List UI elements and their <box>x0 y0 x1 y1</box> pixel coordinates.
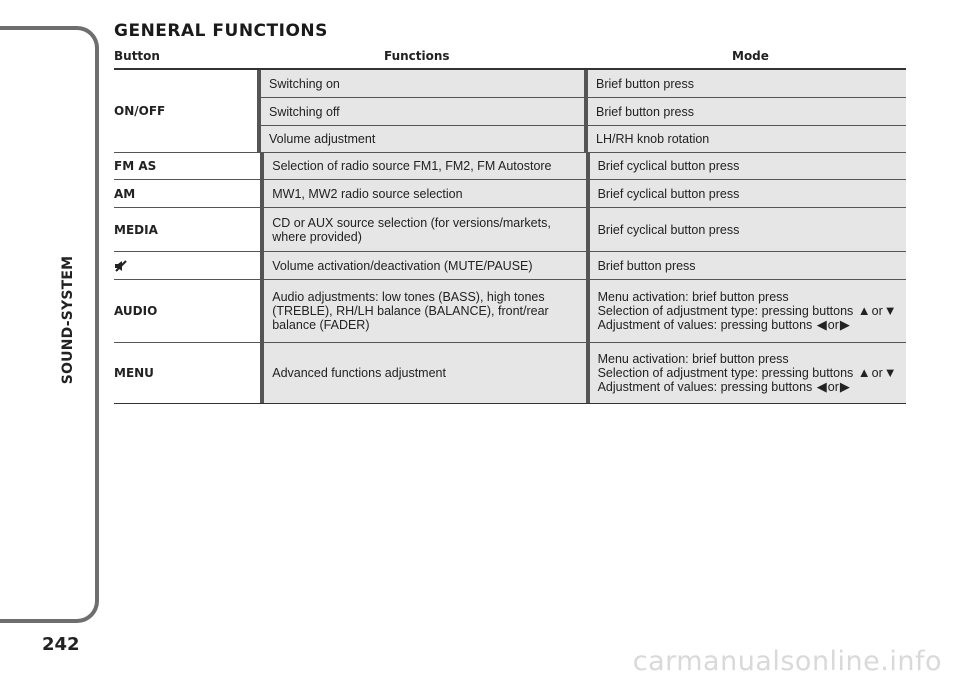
button-name-menu: MENU <box>114 366 154 380</box>
mode-audio-line2: Selection of adjustment type: pressing buttons ▲or▼ <box>597 303 897 318</box>
table-row-on-off <box>114 70 906 153</box>
table-row-am <box>114 180 906 208</box>
arrow-right-icon: ▶ <box>839 317 850 332</box>
mode-fm-as: Brief cyclical button press <box>590 153 906 179</box>
mode-menu-line3: Adjustment of values: pressing buttons ◀or▶ <box>597 379 850 394</box>
mode-switching-off: Brief button press <box>588 98 906 125</box>
functions-table <box>114 44 906 404</box>
button-name-audio: AUDIO <box>114 304 158 318</box>
arrow-up-icon: ▲ <box>857 365 871 380</box>
function-switching-on: Switching on <box>261 70 584 97</box>
mute-speaker-icon <box>114 259 128 273</box>
mode-mute: Brief button press <box>590 252 906 279</box>
side-section-label: SOUND-SYSTEM <box>60 255 76 385</box>
mode-menu <box>590 343 906 403</box>
mode-am: Brief cyclical button press <box>590 180 906 207</box>
mode-volume-adjustment: LH/RH knob rotation <box>588 126 906 152</box>
arrow-up-icon: ▲ <box>857 303 871 318</box>
button-name-fm-as: FM AS <box>114 159 157 173</box>
function-mute: Volume activation/deactivation (MUTE/PAUSE) <box>264 252 585 279</box>
arrow-down-icon: ▼ <box>883 303 897 318</box>
arrow-left-icon: ◀ <box>816 379 827 394</box>
mode-menu-line2: Selection of adjustment type: pressing buttons ▲or▼ <box>597 365 897 380</box>
mode-audio <box>590 280 906 342</box>
table-row-menu <box>114 343 906 404</box>
button-mute <box>114 252 260 279</box>
button-name-am: AM <box>114 186 136 201</box>
function-menu: Advanced functions adjustment <box>264 343 585 403</box>
arrow-left-icon: ◀ <box>816 317 827 332</box>
watermark: carmanualsonline.info <box>632 646 942 677</box>
header-functions: Functions <box>384 49 450 63</box>
arrow-right-icon: ▶ <box>839 379 850 394</box>
table-header <box>114 44 906 70</box>
table-row-fm-as <box>114 153 906 180</box>
mode-media: Brief cyclical button press <box>590 208 906 251</box>
function-media: CD or AUX source selection (for versions/markets, where provided) <box>264 208 585 251</box>
table-row-media <box>114 208 906 252</box>
function-fm-as: Selection of radio source FM1, FM2, FM Autostore <box>264 153 585 179</box>
mode-switching-on: Brief button press <box>588 70 906 97</box>
mode-audio-line1: Menu activation: brief button press <box>597 290 789 304</box>
header-mode: Mode <box>732 49 769 63</box>
function-switching-off: Switching off <box>261 98 584 125</box>
side-tab-frame <box>0 26 99 623</box>
table-row-audio <box>114 280 906 343</box>
section-title: GENERAL FUNCTIONS <box>114 21 328 41</box>
mode-audio-line3: Adjustment of values: pressing buttons ◀or▶ <box>597 317 850 332</box>
table-row-mute <box>114 252 906 280</box>
function-am: MW1, MW2 radio source selection <box>264 180 585 207</box>
function-audio: Audio adjustments: low tones (BASS), high tones (TREBLE), RH/LH balance (BALANCE), front/rear balance (FADER) <box>264 280 585 342</box>
arrow-down-icon: ▼ <box>883 365 897 380</box>
mode-menu-line1: Menu activation: brief button press <box>597 352 789 366</box>
header-button: Button <box>114 49 160 63</box>
button-name-on-off: ON/OFF <box>114 104 166 118</box>
button-name-media: MEDIA <box>114 222 158 237</box>
page-number: 242 <box>42 634 80 655</box>
function-volume-adjustment: Volume adjustment <box>261 126 584 152</box>
